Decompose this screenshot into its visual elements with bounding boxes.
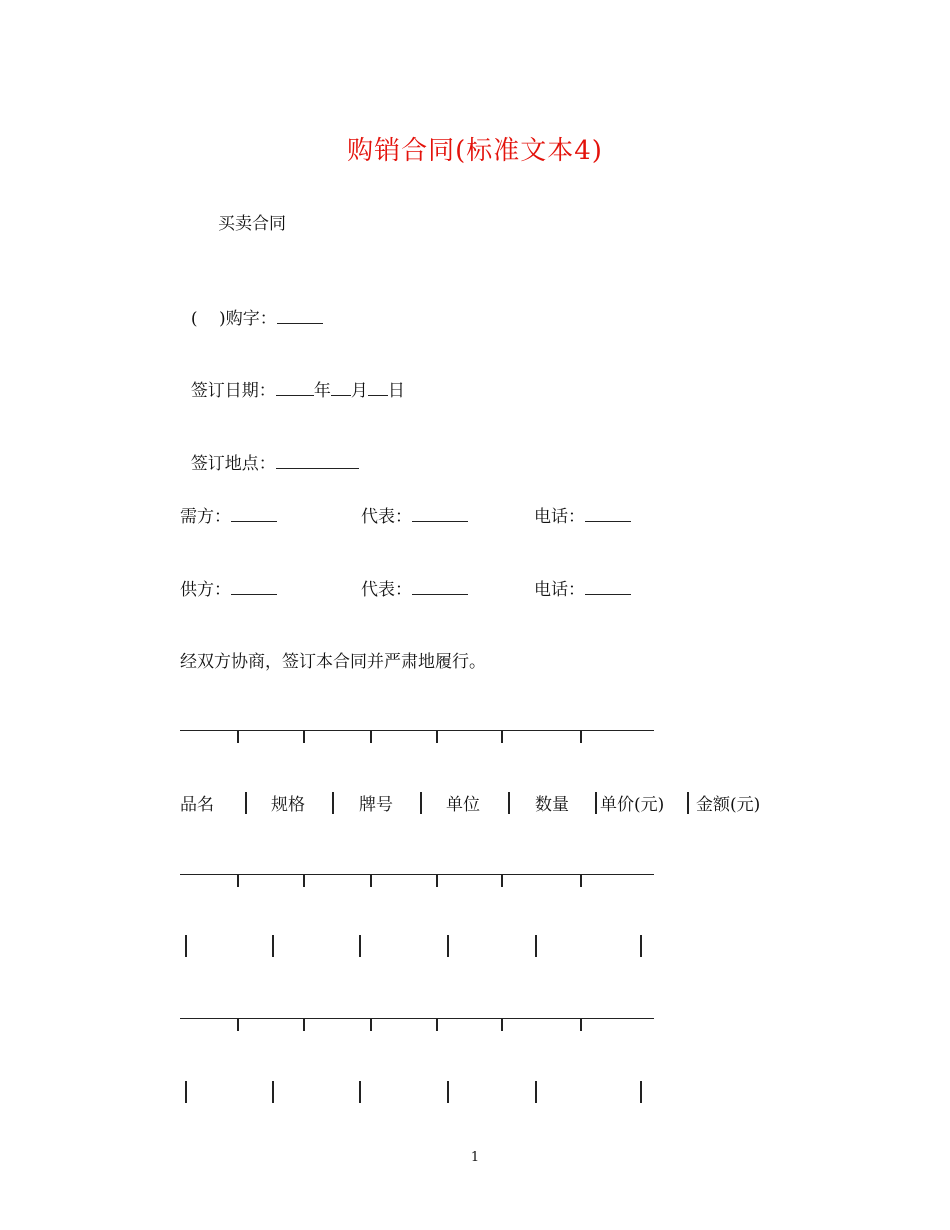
column-divider [595, 792, 597, 814]
year-blank [276, 377, 314, 396]
seller-phone-blank [585, 576, 631, 595]
buyer-phone-label: 电话： [534, 507, 585, 527]
header-unit-price: 单价(元) [600, 795, 665, 815]
contract-subtitle: 买卖合同 [218, 214, 286, 234]
header-quantity: 数量 [535, 795, 569, 815]
column-divider [687, 792, 689, 814]
day-label: 日 [387, 381, 405, 401]
column-divider [245, 792, 247, 814]
column-divider [332, 792, 334, 814]
agreement-text: 经双方协商，签订本合同并严肃地履行。 [180, 652, 486, 672]
seller-rep-blank [412, 576, 468, 595]
header-spec: 规格 [271, 795, 305, 815]
seller-rep-label: 代表： [361, 580, 412, 600]
purchase-number-line [180, 284, 323, 329]
header-unit: 单位 [446, 795, 480, 815]
table-row [180, 935, 660, 959]
buyer-row [180, 502, 780, 528]
column-divider [420, 792, 422, 814]
seller-label: 供方： [180, 580, 231, 600]
sign-place-label: 签订地点： [190, 454, 276, 474]
sign-date-line [180, 356, 405, 401]
seller-phone-label: 电话： [534, 580, 585, 600]
buyer-rep-label: 代表： [361, 507, 412, 527]
header-product-name: 品名 [180, 795, 214, 815]
buyer-rep-blank [412, 503, 468, 522]
year-label: 年 [313, 381, 331, 401]
buyer-label: 需方： [180, 507, 231, 527]
table-row [180, 1081, 660, 1105]
seller-row [180, 575, 780, 601]
table-rule [180, 873, 654, 887]
header-brand: 牌号 [359, 795, 393, 815]
month-label: 月 [350, 381, 368, 401]
sign-date-label: 签订日期： [190, 381, 276, 401]
table-header-row [180, 790, 800, 816]
month-blank [331, 377, 351, 396]
day-blank [368, 377, 388, 396]
seller-blank [231, 576, 277, 595]
buyer-blank [231, 503, 277, 522]
table-rule [180, 1017, 654, 1031]
sign-place-line [180, 429, 359, 474]
buyer-phone-blank [585, 503, 631, 522]
purchase-number-label: ( )购字： [190, 309, 277, 329]
header-amount: 金额(元) [696, 795, 761, 815]
column-divider [508, 792, 510, 814]
table-rule-top [180, 729, 654, 743]
sign-place-blank [276, 450, 359, 469]
purchase-number-blank [277, 305, 323, 324]
document-title: 购销合同(标准文本4) [347, 136, 603, 166]
page-number: 1 [470, 1150, 480, 1165]
